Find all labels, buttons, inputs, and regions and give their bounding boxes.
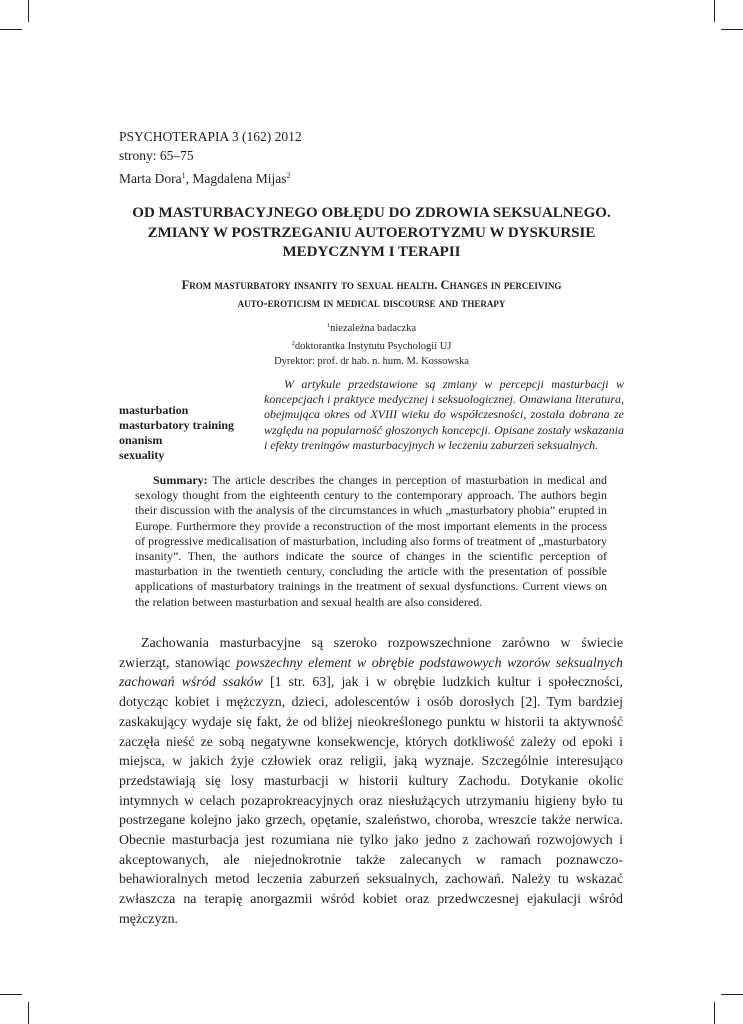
affiliation-director: Dyrektor: prof. dr hab. n. hum. M. Kossowska [274, 356, 469, 367]
subtitle-line-1: From masturbatory insanity to sexual health. Changes in perceiving [181, 278, 562, 292]
affiliation-2-text: doktorantka Instytutu Psychologii UJ [294, 341, 452, 352]
affiliation-2-marker: 2 [291, 340, 295, 347]
article-title [100, 204, 643, 263]
crop-mark-bottom-left-vertical [28, 1002, 29, 1024]
crop-mark-bottom-left-horizontal [0, 994, 22, 995]
summary-english [135, 473, 607, 610]
crop-mark-top-left-horizontal [0, 29, 22, 30]
keyword: masturbation [119, 403, 189, 417]
subtitle-line-2: auto-eroticism in medical discourse and therapy [237, 296, 506, 310]
crop-mark-top-right-horizontal [721, 29, 743, 30]
body-text-italic-quote: powszechny element w obrębie podstawowych wzorów seksualnych zachowań wśród ssaków [119, 655, 623, 691]
journal-pages: strony: 65–75 [119, 148, 194, 163]
journal-issue: PSYCHOTERAPIA 3 (162) 2012 [119, 129, 302, 144]
author-1-affiliation-marker: 1 [181, 171, 186, 180]
crop-mark-bottom-right-vertical [714, 1002, 715, 1024]
author-2-affiliation-marker: 2 [286, 171, 291, 180]
keywords-list [119, 403, 234, 463]
affiliation-1-text: niezależna badaczka [330, 323, 417, 334]
affiliation-1-marker: 1 [326, 322, 331, 329]
keyword: sexuality [119, 448, 165, 462]
author-1-name: Marta Dora [119, 171, 182, 186]
author-separator: , [185, 171, 193, 186]
journal-info [119, 127, 302, 165]
keyword: onanism [119, 433, 163, 447]
crop-mark-bottom-right-horizontal [721, 994, 743, 995]
article-subtitle-english [100, 276, 643, 312]
title-line-1: OD MASTURBACYJNEGO OBŁĘDU DO ZDROWIA SEKSUALNEGO. [132, 205, 611, 221]
keyword: masturbatory training [119, 418, 234, 432]
body-text-part-2: [1 str. 63], jak i w obrębie ludzkich kultur i społeczności, dotycząc kobiet i mężczyzn, dzieci, adolescentów i osób dorosłych [2]. Tym bardziej zaskakujący wydaje się fakt, że od bliżej nieokreślonego punktu w historii ta aktywność zaczęła nieść ze sobą negatywne konsekwencje, których dotkliwość zależy od epoki i miejsca, w jakich żyje człowiek oraz religii, jaką wyznaje. Szczególnie interesująco przedstawiają się losy masturbacji w historii kultury Zachodu. Dotykanie okolic intymnych w celach pozaprokreacyjnych oraz niesłużących utrzymaniu higieny było tu postrzegane kolejno jako grzech, opętanie, szaleństwo, choroba, wreszcie także nerwica. Obecnie masturbacja jest rozumiana nie tylko jako jedno z zachowań rozwojowych i akceptowanych, ale niejednokrotnie także zalecanych w ramach poznawczo-behawioralnych metod leczenia zaburzeń seksualnych, zachowań. Należy tu wskazać zwłaszcza na terapię anorgazmii wśród kobiet oraz przedwczesnej ejakulacji wśród mężczyzn. [119, 675, 623, 927]
affiliation-2 [200, 336, 543, 354]
body-text-part-1: Zachowania masturbacyjne są szeroko rozpowszechnione zarówno w świecie zwierząt, stanowiąc [119, 636, 623, 671]
title-line-2: ZMIANY W POSTRZEGANIU AUTOEROTYZMU W DYSKURSIE [147, 224, 596, 241]
title-line-3: MEDYCZNYM I TERAPII [282, 244, 461, 260]
affiliation-1 [200, 318, 543, 336]
crop-mark-top-left-vertical [28, 0, 29, 22]
abstract-polish: W artykule przedstawione są zmiany w percepcji masturbacji w koncepcjach i praktyce medycznej i seksuologicznej. Omawiana literatura, obejmująca okres od XVIII wieku do współczesności, została dobrana ze względu na popularność głoszonych koncepcji. Opisane zostały wskazania i efekty treningów masturbacyjnych w leczeniu zaburzeń seksualnych. [264, 377, 624, 452]
author-2-name: Magdalena Mijas [192, 171, 287, 186]
summary-label: Summary: [153, 473, 208, 487]
summary-text: The article describes the changes in perception of masturbation in medical and sexology thought from the eighteenth century to the contemporary approach. The authors begin their discussion with the analysis of the circumstances in which „masturbatory phobia” erupted in Europe. Furthermore they provide a reconstruction of the most important elements in the process of progressive medicalisation of masturbation, including also forms of treatment of „masturbatory insanity”. Then, the authors indicate the source of changes in the scientific perception of masturbation in the twentieth century, concluding the article with the presentation of possible applications of masturbatory trainings in the treatment of sexual dysfunctions. Current views on the relation between masturbation and sexual health are also considered. [135, 473, 607, 609]
crop-mark-top-right-vertical [714, 0, 715, 22]
affiliations [200, 318, 543, 369]
authors-line [119, 171, 290, 187]
body-paragraph [119, 634, 623, 930]
